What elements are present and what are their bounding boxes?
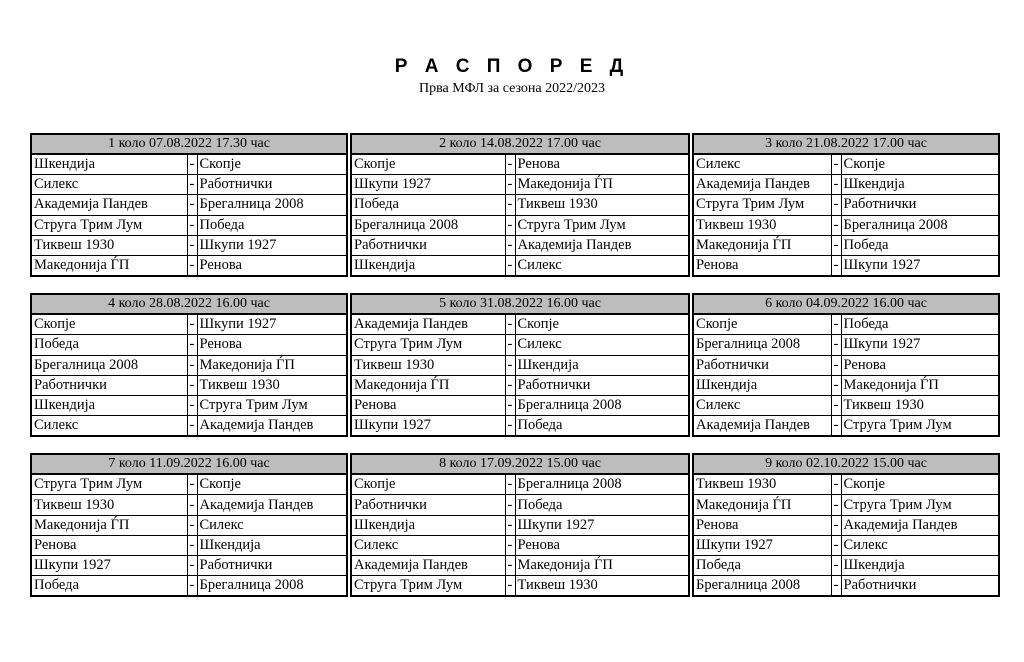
home-team: Струга Трим Лум [31,474,187,495]
match-separator: - [831,515,841,535]
home-team: Тиквеш 1930 [31,495,187,515]
match-separator: - [505,154,515,175]
home-team: Македонија ЃП [31,255,187,276]
home-team: Шкупи 1927 [31,556,187,576]
home-team: Македонија ЃП [351,375,505,395]
away-team: Македонија ЃП [841,375,999,395]
away-team: Ренова [515,154,689,175]
round-row [30,453,1002,597]
match-row [693,255,999,276]
round-header: 2 коло 14.08.2022 17.00 час [351,134,689,154]
match-separator: - [187,474,197,495]
round-header: 3 коло 21.08.2022 17.00 час [693,134,999,154]
away-team: Работнички [515,375,689,395]
home-team: Ренова [31,535,187,555]
match-separator: - [187,375,197,395]
match-row [31,355,347,375]
round-table [692,293,1000,437]
match-separator: - [505,255,515,276]
home-team: Работнички [351,495,505,515]
match-row [693,375,999,395]
away-team: Победа [515,495,689,515]
match-separator: - [505,235,515,255]
away-team: Струга Трим Лум [841,495,999,515]
home-team: Шкендија [31,154,187,175]
away-team: Шкендија [841,556,999,576]
home-team: Ренова [693,255,831,276]
match-separator: - [505,175,515,195]
home-team: Скопје [31,314,187,335]
home-team: Шкупи 1927 [351,175,505,195]
away-team: Скопје [197,154,347,175]
away-team: Шкупи 1927 [841,255,999,276]
match-row [351,355,689,375]
match-separator: - [831,314,841,335]
match-row [351,416,689,437]
round-header: 1 коло 07.08.2022 17.30 час [31,134,347,154]
round-table [350,453,690,597]
home-team: Работнички [31,375,187,395]
round-table [692,133,1000,277]
match-row [351,474,689,495]
home-team: Работнички [351,235,505,255]
away-team: Академија Пандев [841,515,999,535]
home-team: Победа [31,576,187,597]
match-row [31,154,347,175]
away-team: Тиквеш 1930 [841,395,999,415]
match-row [351,556,689,576]
page-title: Р А С П О Р Е Д [394,56,630,77]
match-row [31,474,347,495]
home-team: Шкендија [351,255,505,276]
home-team: Шкендија [31,395,187,415]
match-row [31,215,347,235]
round-table [350,293,690,437]
match-row [351,195,689,215]
match-row [693,335,999,355]
round-header: 6 коло 04.09.2022 16.00 час [693,294,999,314]
away-team: Скопје [841,154,999,175]
away-team: Работнички [841,576,999,597]
home-team: Брегалница 2008 [31,355,187,375]
away-team: Силекс [515,255,689,276]
home-team: Победа [31,335,187,355]
match-separator: - [505,576,515,597]
home-team: Академија Пандев [31,195,187,215]
home-team: Академија Пандев [351,314,505,335]
match-separator: - [187,515,197,535]
home-team: Победа [693,556,831,576]
match-row [693,556,999,576]
match-separator: - [831,556,841,576]
match-separator: - [187,495,197,515]
match-row [351,314,689,335]
match-separator: - [187,255,197,276]
home-team: Брегалница 2008 [351,215,505,235]
match-row [693,175,999,195]
match-separator: - [505,556,515,576]
match-row [31,175,347,195]
match-row [31,535,347,555]
match-row [693,535,999,555]
away-team: Шкупи 1927 [197,314,347,335]
away-team: Шкендија [515,355,689,375]
away-team: Ренова [515,535,689,555]
match-row [31,395,347,415]
away-team: Силекс [841,535,999,555]
home-team: Скопје [693,314,831,335]
match-row [693,195,999,215]
match-row [351,515,689,535]
away-team: Академија Пандев [515,235,689,255]
away-team: Македонија ЃП [197,355,347,375]
home-team: Тиквеш 1930 [351,355,505,375]
match-row [693,235,999,255]
home-team: Тиквеш 1930 [31,235,187,255]
away-team: Победа [197,215,347,235]
round-table [350,133,690,277]
away-team: Шкендија [841,175,999,195]
match-row [693,215,999,235]
away-team: Шкупи 1927 [197,235,347,255]
away-team: Тиквеш 1930 [515,195,689,215]
home-team: Силекс [351,535,505,555]
match-row [693,474,999,495]
match-separator: - [505,535,515,555]
home-team: Силекс [31,175,187,195]
away-team: Брегалница 2008 [515,395,689,415]
round-header: 8 коло 17.09.2022 15.00 час [351,454,689,474]
match-separator: - [505,314,515,335]
away-team: Струга Трим Лум [841,416,999,437]
home-team: Струга Трим Лум [351,335,505,355]
away-team: Брегалница 2008 [197,195,347,215]
match-separator: - [187,195,197,215]
away-team: Тиквеш 1930 [515,576,689,597]
match-row [351,535,689,555]
match-separator: - [505,495,515,515]
match-separator: - [505,474,515,495]
match-separator: - [505,355,515,375]
home-team: Ренова [693,515,831,535]
match-row [31,416,347,437]
round-row [30,133,1002,277]
match-separator: - [505,195,515,215]
match-separator: - [187,576,197,597]
round-header: 5 коло 31.08.2022 16.00 час [351,294,689,314]
match-row [351,335,689,355]
match-row [693,416,999,437]
match-row [693,395,999,415]
away-team: Шкупи 1927 [515,515,689,535]
away-team: Брегалница 2008 [841,215,999,235]
round-header: 9 коло 02.10.2022 15.00 час [693,454,999,474]
away-team: Шкупи 1927 [841,335,999,355]
away-team: Брегалница 2008 [515,474,689,495]
home-team: Струга Трим Лум [31,215,187,235]
match-row [693,515,999,535]
match-row [31,235,347,255]
round-header: 4 коло 28.08.2022 16.00 час [31,294,347,314]
home-team: Силекс [693,154,831,175]
home-team: Скопје [351,154,505,175]
match-separator: - [831,416,841,437]
match-row [31,556,347,576]
away-team: Македонија ЃП [515,175,689,195]
match-separator: - [187,556,197,576]
away-team: Работнички [841,195,999,215]
home-team: Академија Пандев [693,175,831,195]
match-row [351,255,689,276]
match-separator: - [831,195,841,215]
match-separator: - [831,474,841,495]
home-team: Академија Пандев [351,556,505,576]
match-separator: - [505,395,515,415]
match-separator: - [831,215,841,235]
match-row [351,576,689,597]
match-row [693,355,999,375]
match-separator: - [505,335,515,355]
home-team: Шкупи 1927 [693,535,831,555]
match-separator: - [187,535,197,555]
match-separator: - [831,255,841,276]
home-team: Шкендија [693,375,831,395]
match-row [31,314,347,335]
away-team: Ренова [841,355,999,375]
away-team: Ренова [197,255,347,276]
match-separator: - [187,355,197,375]
match-row [693,154,999,175]
match-row [351,235,689,255]
away-team: Работнички [197,175,347,195]
away-team: Победа [515,416,689,437]
away-team: Работнички [197,556,347,576]
match-row [31,576,347,597]
match-row [31,335,347,355]
away-team: Ренова [197,335,347,355]
match-separator: - [187,154,197,175]
home-team: Македонија ЃП [693,495,831,515]
match-separator: - [831,175,841,195]
home-team: Брегалница 2008 [693,576,831,597]
match-separator: - [187,215,197,235]
round-table [30,293,348,437]
away-team: Струга Трим Лум [197,395,347,415]
away-team: Шкендија [197,535,347,555]
round-table [692,453,1000,597]
home-team: Скопје [351,474,505,495]
match-row [693,314,999,335]
match-separator: - [831,495,841,515]
match-row [351,175,689,195]
round-header: 7 коло 11.09.2022 16.00 час [31,454,347,474]
match-separator: - [831,154,841,175]
match-row [351,395,689,415]
match-separator: - [831,355,841,375]
away-team: Силекс [515,335,689,355]
home-team: Македонија ЃП [693,235,831,255]
round-row [30,293,1002,437]
match-row [351,495,689,515]
home-team: Струга Трим Лум [351,576,505,597]
match-separator: - [831,335,841,355]
match-separator: - [187,175,197,195]
match-row [693,576,999,597]
away-team: Академија Пандев [197,416,347,437]
home-team: Тиквеш 1930 [693,215,831,235]
home-team: Силекс [31,416,187,437]
home-team: Академија Пандев [693,416,831,437]
away-team: Скопје [841,474,999,495]
match-separator: - [187,314,197,335]
match-row [693,495,999,515]
match-separator: - [831,235,841,255]
match-separator: - [187,395,197,415]
match-separator: - [187,335,197,355]
match-row [31,495,347,515]
away-team: Академија Пандев [197,495,347,515]
home-team: Тиквеш 1930 [693,474,831,495]
match-separator: - [831,535,841,555]
round-table [30,453,348,597]
match-row [31,375,347,395]
home-team: Македонија ЃП [31,515,187,535]
match-separator: - [187,416,197,437]
match-separator: - [505,416,515,437]
match-separator: - [505,515,515,535]
match-row [31,255,347,276]
home-team: Шкупи 1927 [351,416,505,437]
match-separator: - [505,375,515,395]
away-team: Победа [841,235,999,255]
home-team: Силекс [693,395,831,415]
match-row [31,515,347,535]
away-team: Брегалница 2008 [197,576,347,597]
match-separator: - [831,375,841,395]
away-team: Струга Трим Лум [515,215,689,235]
round-table [30,133,348,277]
away-team: Тиквеш 1930 [197,375,347,395]
match-row [31,195,347,215]
match-separator: - [831,395,841,415]
away-team: Силекс [197,515,347,535]
schedule-grid [30,133,1002,613]
match-separator: - [505,215,515,235]
page-subtitle: Прва МФЛ за сезона 2022/2023 [418,81,606,96]
away-team: Скопје [515,314,689,335]
home-team: Струга Трим Лум [693,195,831,215]
away-team: Скопје [197,474,347,495]
away-team: Македонија ЃП [515,556,689,576]
match-row [351,154,689,175]
home-team: Брегалница 2008 [693,335,831,355]
home-team: Работнички [693,355,831,375]
home-team: Ренова [351,395,505,415]
match-separator: - [187,235,197,255]
match-separator: - [831,576,841,597]
match-row [351,215,689,235]
home-team: Победа [351,195,505,215]
away-team: Победа [841,314,999,335]
home-team: Шкендија [351,515,505,535]
match-row [351,375,689,395]
